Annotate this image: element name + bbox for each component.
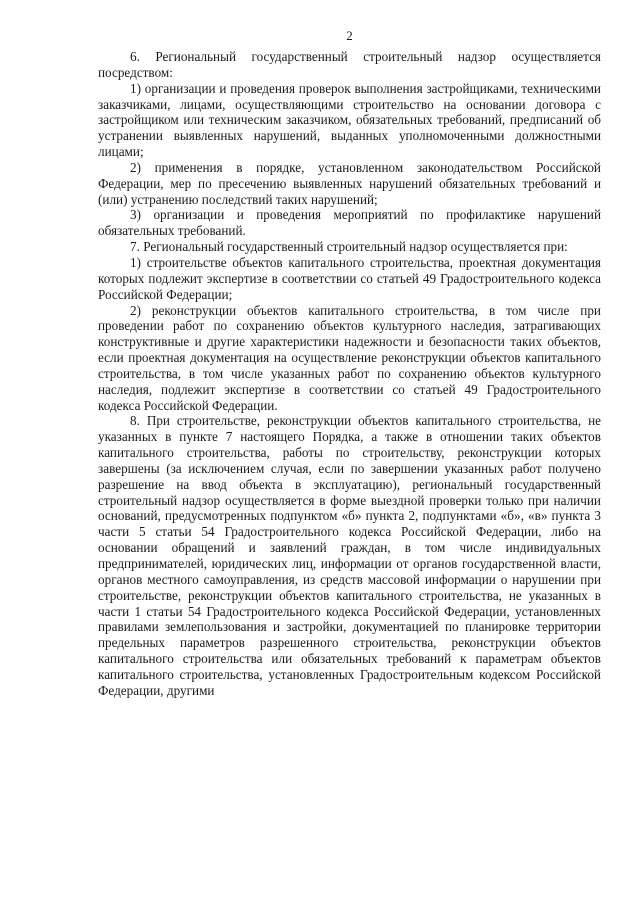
paragraph-6-item-3: 3) организации и проведения мероприятий по профилактике нарушений обязательных требований. <box>98 207 601 239</box>
paragraph-6-item-1: 1) организации и проведения проверок выполнения застройщиками, техническими заказчиками, лицами, осуществляющими строительство на основании договора с застройщиком или техническим заказчиком, обязательных требований, предписаний об устранении выявленных нарушений, выданных уполномоченными должностными лицами; <box>98 80 601 160</box>
document-body <box>98 49 601 699</box>
page-number: 2 <box>346 28 353 43</box>
paragraph-6-item-2: 2) применения в порядке, установленном законодательством Российской Федерации, мер по пресечению выявленных нарушений обязательных требований и (или) устранению последствий таких нарушений; <box>98 159 601 207</box>
paragraph-6: 6. Региональный государственный строительный надзор осуществляется посредством: <box>98 49 601 80</box>
paragraph-7-item-1: 1) строительстве объектов капитального строительства, проектная документация которых подлежит экспертизе в соответствии со статьей 49 Градостроительного кодекса Российской Федерации; <box>98 254 601 302</box>
paragraph-8: 8. При строительстве, реконструкции объектов капитального строительства, не указанных в пункте 7 настоящего Порядка, а также в отношении таких объектов капитального строительства, работы по строительству, реконструкции которых завершены (за исключением случая, если по завершении указанных работ получено разрешение на ввод объекта в эксплуатацию), региональный государственный строительный надзор осуществляется в форме выездной проверки только при наличии оснований, предусмотренных подпунктом «б» пункта 2, подпунктами «б», «в» пункта 3 части 5 статьи 54 Градостроительного кодекса Российской Федерации, либо на основании обращений и заявлений граждан, в том числе индивидуальных предпринимателей, юридических лиц, информации от органов государственной власти, органов местного самоуправления, из средств массовой информации о нарушении при строительстве, реконструкции объектов капитального строительства, не указанных в части 1 статьи 54 Градостроительного кодекса Российской Федерации, установленных правилами землепользования и застройки, документацией по планировке территории предельных параметров разрешенного строительства, реконструкции объектов капитального строительства или обязательных требований к параметрам объектов капитального строительства, установленных Градостроительным кодексом Российской Федерации, другими <box>98 413 601 698</box>
paragraph-7: 7. Региональный государственный строительный надзор осуществляется при: <box>130 239 568 255</box>
paragraph-7-item-2: 2) реконструкции объектов капитального строительства, в том числе при проведении работ по сохранению объектов культурного наследия, затрагивающих конструктивные и другие характеристики надежности и безопасности таких объектов, если проектная документация на осуществление реконструкции объектов капитального строительства, в том числе указанных работ по сохранению объектов культурного наследия, подлежит экспертизе в соответствии со статьей 49 Градостроительного кодекса Российской Федерации. <box>98 302 601 413</box>
